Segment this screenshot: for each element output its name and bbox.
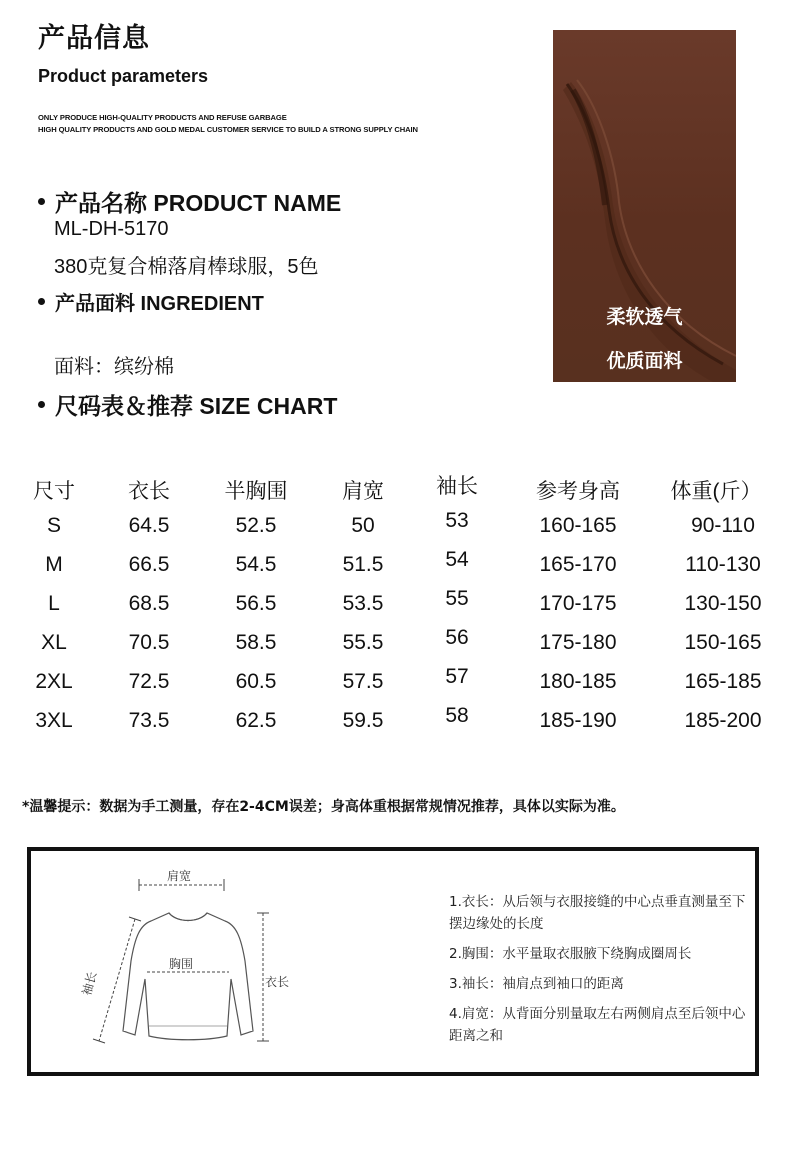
table-cell: M	[45, 553, 63, 576]
table-cell: 52.5	[235, 514, 277, 537]
table-cell: 185-200	[684, 709, 762, 732]
ingredient-heading-text: 产品面料 INGREDIENT	[55, 293, 264, 315]
measurement-diagram	[27, 847, 759, 1076]
bullet-icon	[38, 401, 45, 408]
table-cell: 53.5	[342, 592, 384, 615]
table-cell: 50	[351, 514, 375, 537]
table-cell: 53	[445, 509, 469, 532]
table-cell: 73.5	[128, 709, 170, 732]
table-cell: 150-165	[684, 631, 762, 654]
label-shoulder: 肩宽	[167, 869, 192, 883]
table-header-size: 尺寸	[33, 480, 75, 503]
table-cell: 180-185	[539, 670, 617, 693]
size-chart-heading-text: 尺码表＆推荐 SIZE CHART	[55, 393, 338, 419]
table-cell: 130-150	[684, 592, 762, 615]
table-cell: 54.5	[235, 553, 277, 576]
table-cell: 165-185	[684, 670, 762, 693]
product-description: 380克复合棉落肩棒球服，5色	[54, 256, 319, 278]
product-name-heading-text: 产品名称 PRODUCT NAME	[55, 190, 342, 216]
bullet-icon	[38, 198, 45, 205]
table-cell: 170-175	[539, 592, 617, 615]
table-cell: 62.5	[235, 709, 277, 732]
page-subtitle: Product parameters	[38, 66, 209, 86]
table-cell: L	[48, 592, 60, 615]
table-cell: 59.5	[342, 709, 384, 732]
tagline-2: HIGH QUALITY PRODUCTS AND GOLD MEDAL CUSTOMER SERVICE TO BUILD A STRONG SUPPLY CHAIN	[38, 125, 418, 134]
table-cell: 2XL	[35, 670, 73, 693]
label-chest: 胸围	[169, 957, 194, 971]
definition-sleeve: 3.袖长：袖肩点到袖口的距离	[449, 976, 624, 992]
page-title: 产品信息	[38, 23, 150, 54]
definition-chest: 2.胸围：水平量取衣服腋下绕胸成圈周长	[449, 946, 692, 962]
table-cell: 64.5	[128, 514, 170, 537]
definition-shoulder: 4.肩宽：从背面分别量取左右两侧肩点至后领中心距离之和	[449, 1006, 746, 1044]
table-cell: 90-110	[691, 514, 755, 537]
product-name-heading	[38, 185, 341, 218]
photo-caption-2: 优质面料	[606, 350, 683, 372]
tagline-1: ONLY PRODUCE HIGH-QUALITY PRODUCTS AND REFUSE GARBAGE	[38, 113, 287, 122]
table-cell: 185-190	[539, 709, 617, 732]
size-chart-heading	[38, 388, 337, 421]
table-header-chest: 半胸围	[224, 480, 288, 503]
table-cell: 68.5	[128, 592, 170, 615]
label-sleeve: 袖长	[79, 970, 100, 998]
table-cell: 165-170	[539, 553, 617, 576]
table-cell: 3XL	[35, 709, 73, 732]
product-model: ML-DH-5170	[54, 218, 169, 240]
table-header-shoulder: 肩宽	[342, 480, 384, 503]
table-header-height: 参考身高	[536, 480, 620, 503]
table-cell: 60.5	[235, 670, 277, 693]
table-cell: 56.5	[235, 592, 277, 615]
table-cell: 57.5	[342, 670, 384, 693]
table-header-sleeve: 袖长	[436, 475, 478, 498]
ingredient-heading	[38, 287, 264, 316]
table-cell: 55.5	[342, 631, 384, 654]
table-cell: 54	[445, 548, 469, 571]
table-cell: 110-130	[685, 553, 761, 576]
table-cell: 58.5	[235, 631, 277, 654]
table-cell: 160-165	[539, 514, 617, 537]
table-cell: 57	[445, 665, 469, 688]
label-length: 衣长	[265, 975, 290, 989]
table-cell: 58	[445, 704, 469, 727]
table-cell: 55	[445, 587, 469, 610]
table-cell: 56	[445, 626, 469, 649]
table-cell: 175-180	[539, 631, 617, 654]
measurement-note: *温馨提示：数据为手工测量，存在2-4CM误差；身高体重根据常规情况推荐，具体以实际为准。	[22, 799, 625, 815]
table-cell: 66.5	[128, 553, 170, 576]
photo-caption-1: 柔软透气	[606, 306, 683, 328]
table-cell: 72.5	[128, 670, 170, 693]
bullet-icon	[38, 298, 45, 305]
product-fabric-photo	[553, 30, 736, 382]
table-cell: S	[46, 514, 62, 537]
table-header-length: 衣长	[128, 480, 170, 503]
pocket-detail-graphic	[553, 30, 736, 382]
definition-length: 1.衣长：从后领与衣服接缝的中心点垂直测量至下摆边缘处的长度	[449, 894, 746, 932]
table-cell: 51.5	[342, 553, 384, 576]
table-cell: 70.5	[128, 631, 170, 654]
table-cell: XL	[41, 631, 67, 654]
fabric-value: 面料：缤纷棉	[54, 356, 174, 378]
table-header-weight: 体重(斤）	[670, 480, 762, 503]
